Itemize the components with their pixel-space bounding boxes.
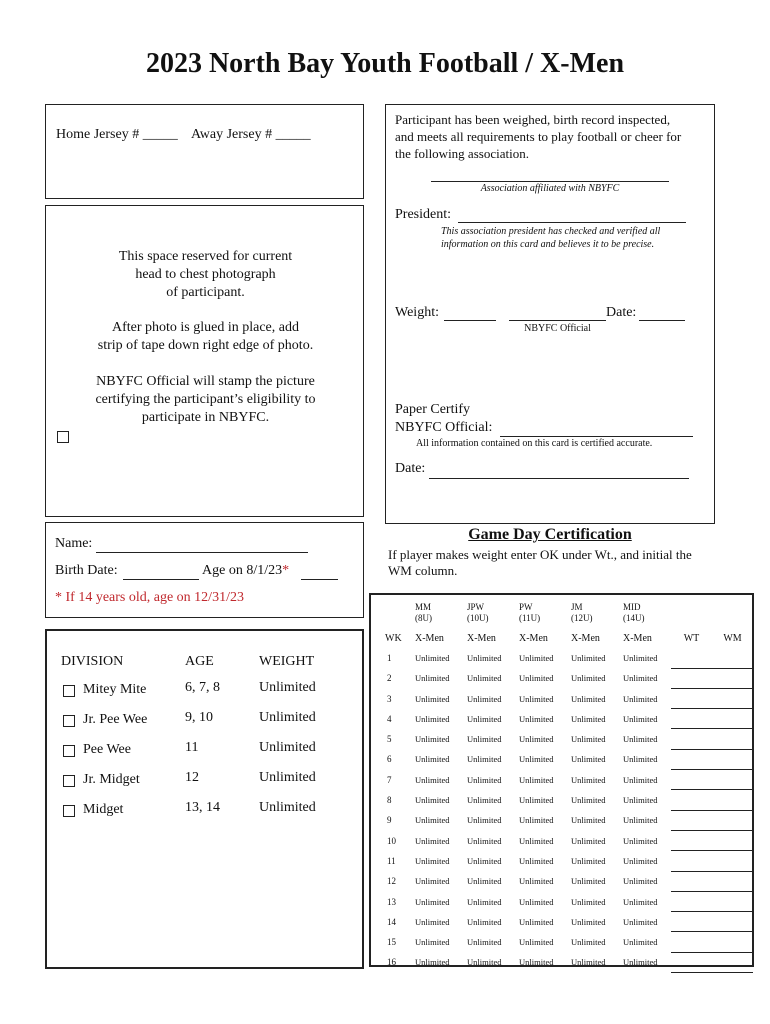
division-weight: Unlimited: [259, 680, 316, 695]
wt-field[interactable]: [671, 688, 712, 708]
team-header: X-Men: [415, 633, 444, 645]
weight-limit-cell: Unlimited: [519, 673, 554, 684]
division-checkbox[interactable]: [63, 745, 75, 757]
division-code: MM: [415, 602, 432, 612]
weight-limit-cell: Unlimited: [467, 916, 502, 927]
date2-label: Date:: [395, 461, 426, 476]
wm-field[interactable]: [712, 770, 753, 790]
wt-field[interactable]: [671, 952, 712, 972]
wm-field[interactable]: [712, 729, 753, 749]
weight-limit-cell: Unlimited: [623, 673, 658, 684]
division-code: JPW: [467, 602, 485, 612]
week-number: 14: [387, 916, 396, 927]
division-weight: Unlimited: [259, 770, 316, 785]
wm-field[interactable]: [712, 688, 753, 708]
wt-field[interactable]: [671, 830, 712, 850]
wm-field[interactable]: [712, 932, 753, 952]
photo-stamp-checkbox[interactable]: [57, 431, 69, 443]
cert-intro-3: the following association.: [395, 146, 529, 161]
weight-limit-cell: Unlimited: [415, 795, 450, 806]
weight-limit-cell: Unlimited: [571, 855, 606, 866]
name-box: [45, 522, 364, 618]
page-title: 2023 North Bay Youth Football / X-Men: [145, 48, 625, 79]
weight-limit-cell: Unlimited: [415, 673, 450, 684]
weight-limit-cell: Unlimited: [415, 835, 450, 846]
weight-limit-cell: Unlimited: [415, 693, 450, 704]
wt-header: WT: [683, 633, 700, 645]
wm-field[interactable]: [712, 851, 753, 871]
weight-limit-cell: Unlimited: [623, 896, 658, 907]
wt-field[interactable]: [671, 749, 712, 769]
weight-limit-cell: Unlimited: [415, 896, 450, 907]
week-number: 4: [387, 713, 392, 724]
name-label: Name:: [55, 536, 93, 551]
name-field[interactable]: [96, 552, 308, 553]
week-number: 10: [387, 835, 396, 846]
weight-limit-cell: Unlimited: [623, 795, 658, 806]
weight-limit-cell: Unlimited: [467, 734, 502, 745]
date2-field[interactable]: [429, 478, 689, 479]
table-row: [379, 952, 753, 972]
weight-limit-cell: Unlimited: [467, 957, 502, 968]
weight-limit-cell: Unlimited: [571, 916, 606, 927]
table-row: [379, 871, 753, 891]
wm-field[interactable]: [712, 648, 753, 668]
age-asterisk: *: [282, 563, 290, 578]
division-checkbox[interactable]: [63, 685, 75, 697]
week-number: 6: [387, 754, 392, 765]
weight-limit-cell: Unlimited: [519, 754, 554, 765]
team-header: X-Men: [571, 633, 600, 645]
photo-text-1: This space reserved for current: [118, 249, 293, 264]
photo-text-2: head to chest photograph: [135, 267, 276, 282]
gameday-table-box: [369, 593, 754, 967]
weight-limit-cell: Unlimited: [623, 693, 658, 704]
wm-header: WM: [723, 633, 742, 645]
division-weight: Unlimited: [259, 740, 316, 755]
weight-limit-cell: Unlimited: [623, 916, 658, 927]
division-age-group: (12U): [571, 613, 593, 623]
table-row: [379, 749, 753, 769]
president-line[interactable]: [458, 222, 686, 223]
wt-field[interactable]: [671, 709, 712, 729]
wm-field[interactable]: [712, 952, 753, 972]
weight-limit-cell: Unlimited: [467, 673, 502, 684]
division-column-header: [415, 599, 467, 629]
official-caption: NBYFC Official: [524, 323, 591, 334]
home-jersey-label: Home Jersey #: [56, 127, 140, 142]
division-checkbox[interactable]: [63, 715, 75, 727]
weight-limit-cell: Unlimited: [519, 774, 554, 785]
wt-field[interactable]: [671, 770, 712, 790]
away-jersey-label: Away Jersey #: [190, 127, 273, 142]
division-name: Pee Wee: [83, 742, 131, 757]
weight-limit-cell: Unlimited: [571, 896, 606, 907]
weight-limit-cell: Unlimited: [415, 937, 450, 948]
week-number: 13: [387, 896, 396, 907]
week-number: 15: [387, 937, 396, 948]
president-label: President:: [395, 207, 451, 222]
birth-date-label: Birth Date:: [55, 563, 118, 578]
division-column-header: [467, 599, 519, 629]
division-column-header: [623, 599, 671, 629]
week-number: 2: [387, 673, 392, 684]
weight-header: WEIGHT: [259, 654, 315, 669]
division-column-header: [571, 599, 623, 629]
division-weight: Unlimited: [259, 800, 316, 815]
weight-limit-cell: Unlimited: [623, 713, 658, 724]
president-note-1: This association president has checked and verified all: [441, 226, 661, 237]
weight-limit-cell: Unlimited: [571, 957, 606, 968]
gameday-instruction-1: If player makes weight enter OK under Wt., and initial the: [388, 547, 692, 562]
division-age-group: (14U): [623, 613, 645, 623]
away-jersey-field[interactable]: _____: [275, 127, 311, 142]
weight-limit-cell: Unlimited: [467, 896, 502, 907]
wt-field[interactable]: [671, 790, 712, 810]
weight-limit-cell: Unlimited: [467, 855, 502, 866]
home-jersey-field[interactable]: _____: [142, 127, 178, 142]
wm-field[interactable]: [712, 912, 753, 932]
division-age: 11: [185, 740, 199, 755]
weight-limit-cell: Unlimited: [623, 734, 658, 745]
wm-field[interactable]: [712, 810, 753, 830]
week-number: 9: [387, 815, 392, 826]
wt-field[interactable]: [671, 729, 712, 749]
wt-field[interactable]: [671, 871, 712, 891]
division-age: 6, 7, 8: [185, 680, 220, 695]
official-signature-line[interactable]: [509, 320, 606, 321]
week-number: 7: [387, 774, 392, 785]
weight-limit-cell: Unlimited: [467, 937, 502, 948]
weight-limit-cell: Unlimited: [623, 815, 658, 826]
division-code: JM: [571, 602, 583, 612]
division-age: 9, 10: [185, 710, 213, 725]
weight-limit-cell: Unlimited: [467, 754, 502, 765]
weight-limit-cell: Unlimited: [623, 876, 658, 887]
photo-text-4: After photo is glued in place, add: [111, 320, 299, 335]
weight-limit-cell: Unlimited: [571, 754, 606, 765]
weight-limit-cell: Unlimited: [467, 815, 502, 826]
weight-limit-cell: Unlimited: [415, 876, 450, 887]
photo-text-7: certifying the participant’s eligibility to: [95, 392, 316, 407]
table-row: [379, 668, 753, 688]
gameday-instruction-2: WM column.: [388, 563, 458, 578]
weight-limit-cell: Unlimited: [519, 957, 554, 968]
division-name: Mitey Mite: [83, 682, 147, 697]
division-checkbox[interactable]: [63, 775, 75, 787]
weight-limit-cell: Unlimited: [623, 855, 658, 866]
table-row: [379, 790, 753, 810]
weight-limit-cell: Unlimited: [519, 876, 554, 887]
table-row: [379, 810, 753, 830]
weight-limit-cell: Unlimited: [519, 896, 554, 907]
weight-limit-cell: Unlimited: [467, 774, 502, 785]
table-row: [379, 729, 753, 749]
jersey-line: [56, 127, 311, 143]
wm-field[interactable]: [712, 668, 753, 688]
team-header: X-Men: [519, 633, 548, 645]
weight-label: Weight:: [395, 305, 439, 320]
table-row: [379, 830, 753, 850]
division-age-group: (8U): [415, 613, 432, 623]
division-age: 13, 14: [185, 800, 220, 815]
weight-limit-cell: Unlimited: [623, 774, 658, 785]
weight-limit-cell: Unlimited: [519, 653, 554, 664]
gameday-heading: Game Day Certification: [468, 526, 632, 543]
division-age-group: (10U): [467, 613, 489, 623]
table-row: [379, 709, 753, 729]
weight-limit-cell: Unlimited: [519, 795, 554, 806]
weight-limit-cell: Unlimited: [519, 713, 554, 724]
president-note-2: information on this card and believes it to be precise.: [441, 239, 655, 250]
table-row: [379, 851, 753, 871]
division-box: [45, 629, 364, 969]
wm-field[interactable]: [712, 891, 753, 911]
certification-box: [385, 104, 715, 524]
age-label: Age on 8/1/23: [202, 563, 283, 578]
weight-limit-cell: Unlimited: [571, 713, 606, 724]
weight-limit-cell: Unlimited: [519, 937, 554, 948]
division-name: Jr. Midget: [83, 772, 140, 787]
weight-limit-cell: Unlimited: [519, 815, 554, 826]
division-weight: Unlimited: [259, 710, 316, 725]
week-number: 8: [387, 795, 392, 806]
weight-limit-cell: Unlimited: [415, 855, 450, 866]
wt-field[interactable]: [671, 912, 712, 932]
paper-official-label: NBYFC Official:: [395, 420, 493, 435]
weight-limit-cell: Unlimited: [571, 937, 606, 948]
weight-limit-cell: Unlimited: [467, 653, 502, 664]
weight-limit-cell: Unlimited: [571, 795, 606, 806]
division-checkbox[interactable]: [63, 805, 75, 817]
division-code: MID: [623, 602, 641, 612]
weight-limit-cell: Unlimited: [623, 835, 658, 846]
wm-field[interactable]: [712, 749, 753, 769]
wt-field[interactable]: [671, 648, 712, 668]
wt-field[interactable]: [671, 932, 712, 952]
weight-limit-cell: Unlimited: [467, 713, 502, 724]
weight-limit-cell: Unlimited: [467, 876, 502, 887]
weight-limit-cell: Unlimited: [571, 835, 606, 846]
weight-limit-cell: Unlimited: [415, 653, 450, 664]
weight-limit-cell: Unlimited: [519, 734, 554, 745]
weight-limit-cell: Unlimited: [415, 713, 450, 724]
division-code: PW: [519, 602, 533, 612]
weight-limit-cell: Unlimited: [519, 916, 554, 927]
date-field[interactable]: [639, 320, 685, 321]
weight-limit-cell: Unlimited: [571, 774, 606, 785]
table-row: [379, 688, 753, 708]
weight-limit-cell: Unlimited: [467, 693, 502, 704]
paper-note: All information contained on this card is certified accurate.: [416, 438, 653, 449]
weight-limit-cell: Unlimited: [467, 835, 502, 846]
wt-field[interactable]: [671, 851, 712, 871]
division-header: DIVISION: [61, 654, 124, 669]
weight-limit-cell: Unlimited: [415, 815, 450, 826]
jersey-box: [45, 104, 364, 199]
photo-text-8: participate in NBYFC.: [141, 410, 270, 425]
wt-field[interactable]: [671, 668, 712, 688]
division-name: Jr. Pee Wee: [83, 712, 148, 727]
weight-limit-cell: Unlimited: [571, 653, 606, 664]
association-caption: Association affiliated with NBYFC: [480, 183, 620, 194]
weight-limit-cell: Unlimited: [519, 693, 554, 704]
weight-limit-cell: Unlimited: [571, 673, 606, 684]
age-header: AGE: [185, 654, 214, 669]
wm-field[interactable]: [712, 830, 753, 850]
paper-official-line[interactable]: [500, 436, 693, 437]
table-row: [379, 912, 753, 932]
week-number: 11: [387, 855, 396, 866]
weight-limit-cell: Unlimited: [519, 835, 554, 846]
team-header: X-Men: [467, 633, 496, 645]
weight-limit-cell: Unlimited: [623, 957, 658, 968]
photo-text-6: NBYFC Official will stamp the picture: [96, 374, 315, 389]
cert-intro-2: and meets all requirements to play football or cheer for: [395, 129, 682, 144]
division-age-group: (11U): [519, 613, 541, 623]
photo-text-5: strip of tape down right edge of photo.: [97, 338, 314, 353]
weight-limit-cell: Unlimited: [623, 937, 658, 948]
table-row: [379, 891, 753, 911]
wm-field[interactable]: [712, 790, 753, 810]
weight-limit-cell: Unlimited: [623, 754, 658, 765]
team-header: X-Men: [623, 633, 652, 645]
week-number: 3: [387, 693, 392, 704]
weight-limit-cell: Unlimited: [415, 774, 450, 785]
week-number: 1: [387, 653, 392, 664]
wt-field[interactable]: [671, 891, 712, 911]
weight-limit-cell: Unlimited: [415, 916, 450, 927]
wm-field[interactable]: [712, 871, 753, 891]
date-label: Date:: [606, 305, 637, 320]
division-name: Midget: [83, 802, 124, 817]
weight-limit-cell: Unlimited: [519, 855, 554, 866]
weight-limit-cell: Unlimited: [571, 693, 606, 704]
birth-date-field[interactable]: [123, 579, 199, 580]
weight-limit-cell: Unlimited: [571, 815, 606, 826]
weight-limit-cell: Unlimited: [623, 653, 658, 664]
weight-limit-cell: Unlimited: [415, 734, 450, 745]
photo-text-3: of participant.: [166, 285, 245, 300]
paper-certify-label: Paper Certify: [395, 402, 471, 417]
week-number: 16: [387, 957, 396, 968]
weight-limit-cell: Unlimited: [415, 957, 450, 968]
table-row: [379, 770, 753, 790]
wt-field[interactable]: [671, 810, 712, 830]
cert-intro-1: Participant has been weighed, birth record inspected,: [395, 112, 671, 127]
table-row: [379, 648, 753, 668]
weight-limit-cell: Unlimited: [467, 795, 502, 806]
weight-limit-cell: Unlimited: [571, 734, 606, 745]
week-number: 12: [387, 876, 396, 887]
age-note: * If 14 years old, age on 12/31/23: [55, 590, 244, 605]
weight-limit-cell: Unlimited: [415, 754, 450, 765]
division-column-header: [519, 599, 571, 629]
weight-field[interactable]: [444, 320, 496, 321]
wk-header: WK: [385, 633, 402, 645]
association-line[interactable]: [431, 181, 669, 182]
photo-box: [45, 205, 364, 517]
age-field[interactable]: [301, 579, 338, 580]
weight-limit-cell: Unlimited: [571, 876, 606, 887]
table-row: [379, 932, 753, 952]
gameday-table: [379, 599, 753, 973]
week-number: 5: [387, 734, 392, 745]
wm-field[interactable]: [712, 709, 753, 729]
division-age: 12: [185, 770, 199, 785]
